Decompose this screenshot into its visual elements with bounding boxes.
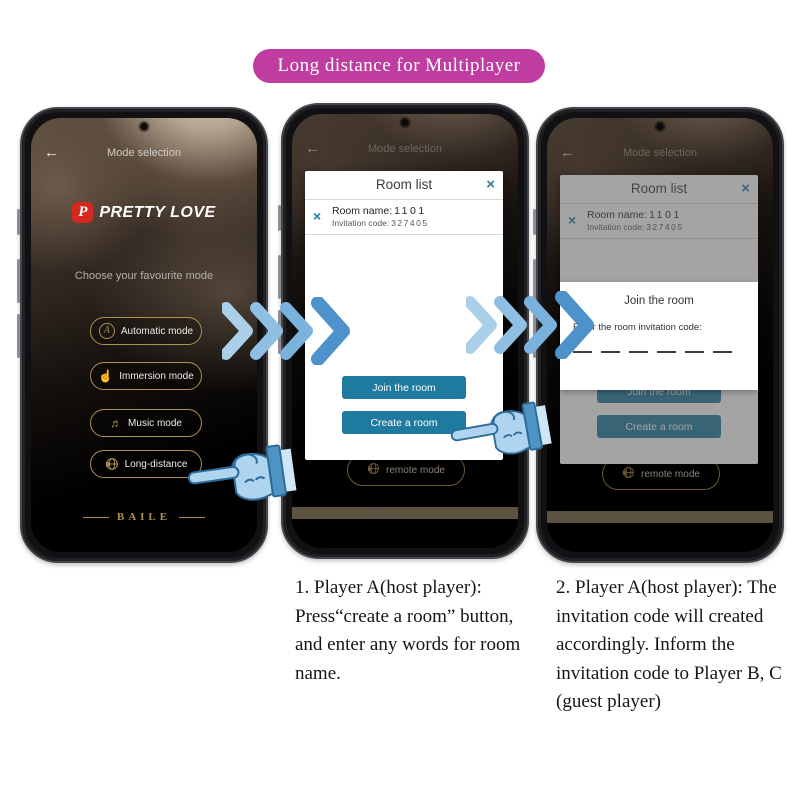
divider-line bbox=[440, 513, 466, 514]
code-slot[interactable] bbox=[713, 349, 732, 353]
code-slot[interactable] bbox=[601, 349, 620, 353]
baile-text: BAILE bbox=[632, 511, 688, 523]
invitation-code-value: 327405 bbox=[391, 218, 429, 228]
invitation-code-prompt: Enter the room invitation code: bbox=[573, 322, 702, 333]
automatic-mode-icon: A bbox=[99, 323, 115, 339]
back-arrow-icon[interactable]: ← bbox=[560, 144, 575, 161]
camera-dot bbox=[402, 119, 409, 126]
page-title: Mode selection bbox=[107, 147, 181, 159]
baile-footer-brand bbox=[31, 511, 257, 523]
create-a-room-button[interactable]: Create a room bbox=[342, 411, 466, 434]
page-title: Mode selection bbox=[623, 147, 697, 159]
mode-label: Music mode bbox=[128, 417, 182, 429]
divider-line bbox=[344, 513, 370, 514]
mode-label: Automatic mode bbox=[120, 325, 194, 337]
phone-side-button bbox=[278, 205, 281, 231]
phone-side-button bbox=[17, 209, 20, 235]
globe-icon bbox=[105, 457, 119, 471]
room-list-item[interactable] bbox=[305, 200, 503, 235]
choose-mode-subtitle: Choose your favourite mode bbox=[74, 270, 214, 282]
baile-text: BAILE bbox=[116, 511, 172, 523]
baile-text: BAILE bbox=[377, 507, 433, 519]
invitation-code-label: Invitation code: bbox=[332, 218, 390, 228]
brand-logo bbox=[31, 202, 257, 223]
camera-dot bbox=[141, 123, 148, 130]
page-title: Mode selection bbox=[368, 143, 442, 155]
mode-label: Long-distance bbox=[124, 458, 188, 470]
globe-grid-icon bbox=[367, 462, 380, 478]
remote-mode-label: remote mode bbox=[386, 464, 445, 476]
phone-side-button bbox=[533, 209, 536, 235]
code-slot[interactable] bbox=[629, 349, 648, 353]
divider-line bbox=[599, 517, 625, 518]
globe-grid-icon bbox=[622, 466, 635, 482]
caption-step-2: 2. Player A(host player): The invitation code will created accordingly. Inform the invitation code to Player B, C (guest player) bbox=[556, 577, 782, 712]
immersion-mode-button[interactable] bbox=[90, 362, 202, 390]
join-room-modal-title: Join the room bbox=[624, 295, 694, 307]
room-name-value: 1101 bbox=[394, 205, 427, 217]
logo-badge: P bbox=[72, 202, 93, 223]
automatic-mode-button[interactable] bbox=[90, 317, 202, 345]
code-slot[interactable] bbox=[685, 349, 704, 353]
logo-text: PRETTY LOVE bbox=[99, 203, 216, 221]
close-icon[interactable]: × bbox=[486, 176, 495, 193]
divider-line bbox=[83, 517, 109, 518]
room-name-label: Room name: bbox=[332, 205, 393, 217]
baile-footer-brand bbox=[292, 507, 518, 519]
mode-label: Immersion mode bbox=[119, 370, 194, 382]
divider-line bbox=[179, 517, 205, 518]
delete-room-icon[interactable]: × bbox=[313, 208, 322, 224]
join-the-room-button[interactable]: Join the room bbox=[342, 376, 466, 399]
immersion-hand-icon: ☝ bbox=[98, 369, 114, 383]
baile-footer-brand bbox=[547, 511, 773, 523]
camera-dot bbox=[657, 123, 664, 130]
phone-side-button bbox=[278, 255, 281, 299]
phone-side-button bbox=[17, 259, 20, 303]
banner-title: Long distance for Multiplayer bbox=[253, 49, 545, 83]
music-note-icon: ♬ bbox=[110, 416, 123, 430]
phone-side-button bbox=[17, 314, 20, 358]
code-slot[interactable] bbox=[657, 349, 676, 353]
divider-line bbox=[695, 517, 721, 518]
remote-mode-label: remote mode bbox=[641, 468, 700, 480]
back-arrow-icon[interactable]: ← bbox=[305, 140, 320, 157]
back-arrow-icon[interactable]: ← bbox=[44, 144, 59, 161]
arrow-chevrons-2 bbox=[466, 291, 594, 359]
room-list-title: Room list bbox=[375, 177, 433, 192]
arrow-chevrons-1 bbox=[222, 297, 350, 365]
music-mode-button[interactable] bbox=[90, 409, 202, 437]
caption-step-1: 1. Player A(host player): Press“create a room” button, and enter any words for room name. bbox=[295, 577, 521, 684]
invitation-code-input[interactable] bbox=[573, 349, 745, 353]
